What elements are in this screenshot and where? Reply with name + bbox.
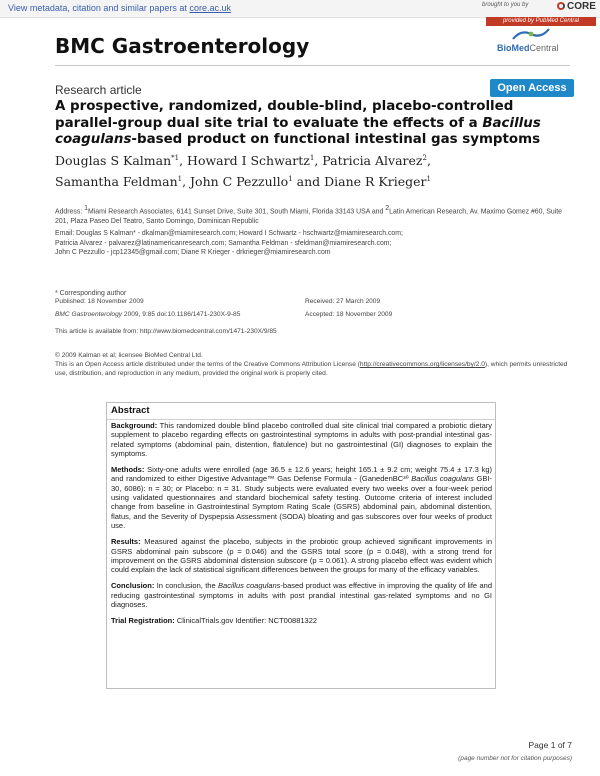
article-title: [55, 99, 575, 149]
abstract-conclusion: Conclusion: In conclusion, the Bacillus coagulans-based product was effective in improving the quality of life and reducing gastrointestinal symptoms in adults with post prandial intestinal gas-related symptoms and no GI diagnoses.: [111, 581, 492, 610]
provided-by-badge[interactable]: provided by PubMed Central: [486, 17, 596, 26]
abstract-heading: Abstract: [111, 405, 150, 416]
author-emails: [55, 229, 575, 258]
abstract-results: Results: Measured against the placebo, subjects in the probiotic group achieved significant improvements in GSRS abdominal pain subscore (p = 0.046) and the GSRS total score (p = 0.048), with a strong trend for improvement on the GSRS abdominal distension subscore (p = 0.061). A strong placebo effect was evident which could explain the lack of statistical significant differences between the groups for many of the efficacy variables.: [111, 537, 492, 575]
article-url[interactable]: This article is available from: http://www.biomedcentral.com/1471-230X/9/85: [55, 328, 277, 335]
article-type: Research article: [55, 83, 142, 97]
open-access-badge[interactable]: Open Access: [490, 79, 574, 97]
email-line-1: Email: Douglas S Kalman* - dkalman@miamiresearch.com; Howard I Schwartz - hschwartz@miamiresearch.com;: [55, 230, 403, 237]
core-link-text: View metadata, citation and similar papers at: [8, 3, 187, 13]
received-date: Received: 27 March 2009: [305, 298, 381, 305]
email-line-3: John C Pezzullo - jcp12345@gmail.com; Diane R Krieger - drkrieger@miamiresearch.com: [55, 249, 331, 256]
journal-title: BMC Gastroenterology: [55, 34, 310, 58]
page-number: Page 1 of 7: [528, 740, 572, 750]
core-logo-text: CORE: [567, 1, 596, 12]
header-divider: [55, 65, 570, 66]
author-list: [55, 149, 575, 191]
title-italic-bacillus: Bacillus: [482, 115, 541, 131]
page-number-note: (page number not for citation purposes): [458, 755, 572, 762]
publisher-bio: BioMed: [497, 43, 530, 53]
abstract-divider: [107, 419, 495, 420]
abstract-background: Background: This randomized double blind placebo controlled dual site clinical trial compared a probiotic dietary supplement to placebo regarding effects on gastrointestinal symptoms in adults with post-prandial intestinal gas-related symptoms (abdominal pain, distention, flatulence) but no gastrointestinal (GI) diagnoses to explain the symptoms.: [111, 421, 492, 458]
biomed-central-logo-icon: [511, 27, 551, 41]
title-line-1: A prospective, randomized, double-blind, placebo-controlled: [55, 99, 514, 114]
core-link-domain[interactable]: core.ac.uk: [189, 3, 231, 13]
copyright-line: © 2009 Kalman et al; licensee BioMed Central Ltd.: [55, 352, 203, 359]
core-metadata-link[interactable]: [8, 3, 231, 13]
license-text: This is an Open Access article distributed under the terms of the Creative Commons Attribution License (http://creativecommons.org/licenses/by/2.0), which permits unrestricted use, distribution, and reproduction in any medium, provided the original work is properly cited.: [55, 361, 568, 377]
core-logo[interactable]: [557, 1, 596, 12]
brought-to-you-text: brought to you by: [482, 2, 529, 8]
abstract-body: [111, 421, 492, 633]
corresponding-author-note: * Corresponding author: [55, 290, 127, 297]
title-line-3: coagulans-based product on functional intestinal gas symptoms: [55, 132, 541, 147]
publisher-central: Central: [529, 43, 559, 53]
authors-line-1: Douglas S Kalman$^{*1}$, Howard I Schwartz$^1$, Patricia Alvarez$^2$,: [55, 153, 431, 169]
license-url[interactable]: http://creativecommons.org/licenses/by/2.0: [359, 361, 485, 368]
title-italic-coagulans: coagulans: [55, 132, 132, 147]
citation: BMC Gastroenterology 2009, 9:85 doi:10.1186/1471-230X-9-85: [55, 311, 241, 318]
license-block: [55, 351, 575, 378]
publisher-logo-text: [497, 43, 559, 53]
abstract-trial-registration: Trial Registration: ClinicalTrials.gov Identifier: NCT00881322: [111, 616, 318, 626]
title-line-2: parallel-group dual site trial to evaluate the effects of a Bacillus: [55, 115, 541, 131]
authors-line-2: Samantha Feldman$^1$, John C Pezzullo$^1$ and Diane R Krieger$^1$: [55, 174, 431, 190]
accepted-date: Accepted: 18 November 2009: [305, 311, 393, 318]
author-address: Address: $^1$Miami Research Associates, 6141 Sunset Drive, Suite 301, South Miami, Florida 33143 USA and $^2$Latin American Research, Av. Maximo Gomez #60, Suite 201, Plaza Paseo Del Teatro, Santo Domingo, Dominican Republic: [55, 205, 562, 225]
published-date: Published: 18 November 2009: [55, 298, 144, 305]
abstract-methods: Methods: Sixty-one adults were enrolled (age 36.5 ± 12.6 years; height 165.1 ± 9.2 cm; weight 75.4 ± 17.3 kg) and randomized to either Digestive Advantage™ Gas Defense Formula - (GanedenBC³⁰ Bacillus coagulans GBI-30, 6086): n = 30; or Placebo: n = 31. Study subjects were evaluated every two weeks over a four-week period using validated questionnaires and standard biochemical safety testing. Outcome criteria of interest included change from baseline in Gastrointestinal Symptom Rating Scale (GSRS) abdominal pain, abdominal distention, flatus, and the Severity of Dyspepsia Assessment (SODA) bloating and gas subscores over four weeks of product use.: [111, 465, 492, 530]
core-logo-icon: [557, 2, 565, 10]
email-line-2: Patricia Alvarez - palvarez@latinamericanresearch.com; Samantha Feldman - sfeldman@miamiresearch.com;: [55, 239, 392, 247]
abstract-box: [106, 402, 496, 689]
